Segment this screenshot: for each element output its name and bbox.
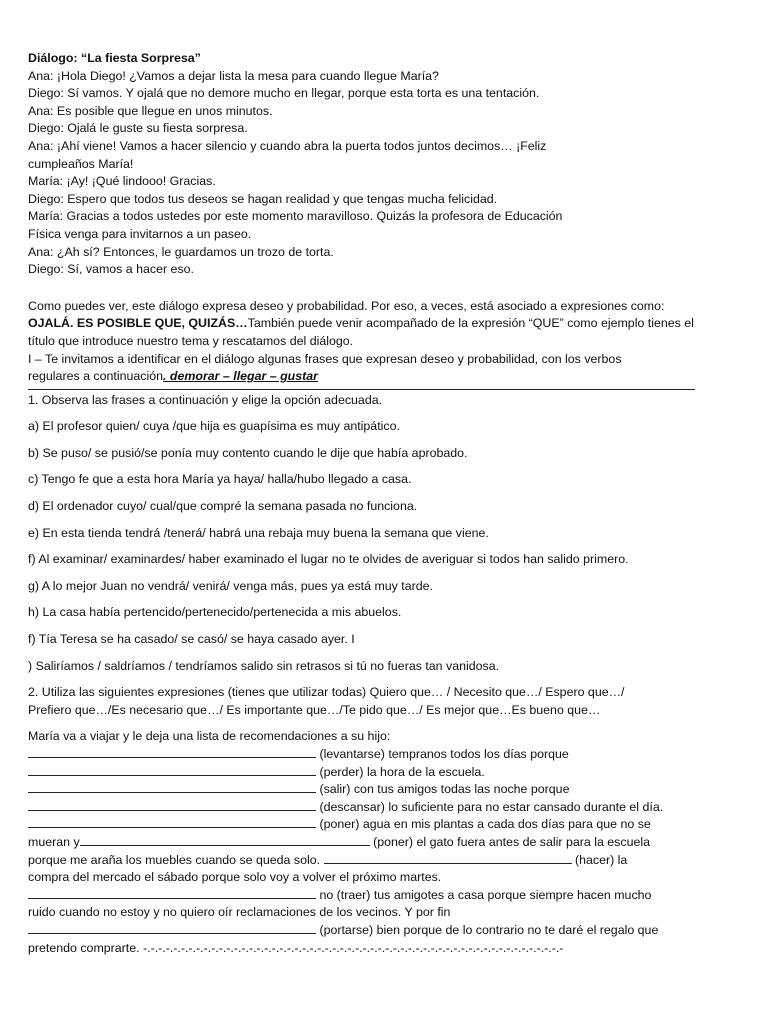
section-divider	[28, 389, 695, 390]
exercise-item: f) Tía Teresa se ha casado/ se casó/ se haya casado ayer. I	[28, 632, 355, 647]
explanation-section	[28, 298, 700, 386]
answer-blank[interactable]	[80, 834, 370, 846]
instruction-text: regulares a continuación	[28, 369, 164, 384]
recommendation-line	[28, 799, 700, 817]
exercise-item: h) La casa había pertencido/pertenecido/pertenecida a mis abuelos.	[28, 605, 402, 620]
exercise-2-heading: 2. Utiliza las siguientes expresiones (tienes que utilizar todas) Quiero que… / Necesito que…/ Espero que…/	[28, 685, 625, 700]
explanation-line	[28, 315, 700, 333]
dialogue-title: Diálogo: “La fiesta Sorpresa”	[28, 51, 201, 65]
recommendation-line	[28, 746, 700, 764]
dialogue-line: Ana: ¿Ah sí? Entonces, le guardamos un trozo de torta.	[28, 244, 334, 259]
expressions-bold: OJALÁ. ES POSIBLE QUE, QUIZÁS…	[28, 316, 248, 331]
recommendation-line: compra del mercado el sábado porque solo voy a volver el próximo martes.	[28, 870, 442, 885]
recommendation-line	[28, 887, 700, 905]
explanation-text: También puede venir acompañado de la expresión “QUE” como ejemplo tienes el	[247, 316, 694, 331]
recommendation-text: no (traer) tus amigotes a casa porque siempre hacen mucho	[319, 887, 652, 902]
recommendation-line	[28, 816, 700, 834]
verb-list: . demorar – llegar – gustar	[163, 369, 318, 384]
exercise-1	[28, 392, 700, 676]
dialogue-line: Ana: ¡Hola Diego! ¿Vamos a dejar lista la mesa para cuando llegue María?	[28, 68, 439, 83]
dialogue-line: cumpleaños María!	[28, 156, 134, 171]
recommendation-line	[28, 852, 700, 870]
dialogue-line: María: Gracias a todos ustedes por este momento maravilloso. Quizás la profesora de Educación	[28, 209, 563, 224]
recommendation-line: ruido cuando no estoy y no quiero oír reclamaciones de los vecinos. Y por fin	[28, 905, 451, 920]
exercise-2-expressions: Prefiero que…/Es necesario que…/ Es importante que…/Te pido que…/ Es mejor que…Es bueno que…	[28, 702, 601, 717]
exercise-1-heading: 1. Observa las frases a continuación y elige la opción adecuada.	[28, 392, 383, 407]
recommendation-text: (descansar) lo suficiente para no estar cansado durante el día.	[319, 799, 664, 814]
recommendation-line	[28, 922, 700, 940]
recommendation-line	[28, 834, 700, 852]
recommendation-text: (hacer) la	[574, 852, 628, 867]
dialogue-line: Diego: Ojalá le guste su fiesta sorpresa.	[28, 121, 248, 136]
exercise-item: b) Se puso/ se pusió/se ponía muy contento cuando le dije que había aprobado.	[28, 445, 468, 460]
recommendation-text: (levantarse) tempranos todos los días porque	[319, 747, 569, 761]
exercise-item: f) Al examinar/ examinardes/ haber examinado el lugar no te olvides de averiguar si todos han salido primero.	[28, 552, 629, 567]
dialogue-line: Ana: ¡Ahí viene! Vamos a hacer silencio y cuando abra la puerta todos juntos decimos… ¡Feliz	[28, 138, 547, 153]
exercise-item: g) A lo mejor Juan no vendrá/ venirá/ venga más, pues ya está muy tarde.	[28, 578, 433, 593]
explanation-line: Como puedes ver, este diálogo expresa deseo y probabilidad. Por eso, a veces, está asociado a expresiones como:	[28, 298, 665, 313]
exercise-item: ) Saliríamos / saldríamos / tendríamos salido sin retrasos si tú no fueras tan vanidosa.	[28, 658, 500, 673]
recommendation-line	[28, 781, 700, 799]
explanation-line: título que introduce nuestro tema y rescatamos del diálogo.	[28, 333, 354, 348]
recommendation-line	[28, 764, 700, 782]
answer-blank[interactable]	[28, 816, 316, 828]
dialogue-line: María: ¡Ay! ¡Qué lindooo! Gracias.	[28, 174, 216, 189]
instruction-line: I – Te invitamos a identificar en el diálogo algunas frases que expresan deseo y probabilidad, con los verbos	[28, 351, 622, 366]
recommendation-text: (poner) agua en mis plantas a cada dos días para que no se	[319, 817, 651, 832]
exercise-2	[28, 684, 700, 957]
dialogue-section	[28, 50, 700, 279]
dialogue-line: Ana: Es posible que llegue en unos minutos.	[28, 103, 273, 118]
dialogue-line: Diego: Sí vamos. Y ojalá que no demore mucho en llegar, porque esta torta es una tentación.	[28, 86, 540, 101]
recommendation-text: (salir) con tus amigos todas las noche porque	[319, 782, 570, 797]
exercise-item: a) El profesor quien/ cuya /que hija es guapísima es muy antipático.	[28, 419, 400, 434]
recommendation-text: (perder) la hora de la escuela.	[319, 764, 485, 779]
answer-blank[interactable]	[28, 922, 316, 934]
document-page	[28, 50, 700, 957]
dialogue-line: Física venga para invitarnos a un paseo.	[28, 226, 252, 241]
recommendation-text: (portarse) bien porque de lo contrario no te daré el regalo que	[319, 922, 659, 937]
recommendations-intro: María va a viajar y le deja una lista de recomendaciones a su hijo:	[28, 729, 391, 744]
instruction-line	[28, 368, 700, 386]
recommendation-line: pretendo comprarte. -.-.-.-.-.-.-.-.-.-.-.-.-.-.-.-.-.-.-.-.-.-.-.-.-.-.-.-.-.-.-.-.-.-.-.-.-.-.-.-.-.-.-.-.-.-.-.-.-.-.-.-.-.-.-.-	[28, 940, 564, 955]
answer-blank[interactable]	[28, 887, 316, 899]
exercise-item: e) En esta tienda tendrá /tenerá/ habrá una rebaja muy buena la semana que viene.	[28, 525, 489, 540]
recommendation-text: porque me araña los muebles cuando se queda solo.	[28, 852, 321, 867]
dialogue-line: Diego: Sí, vamos a hacer eso.	[28, 262, 194, 277]
answer-blank[interactable]	[324, 852, 572, 864]
answer-blank[interactable]	[28, 746, 316, 758]
answer-blank[interactable]	[28, 781, 316, 793]
answer-blank[interactable]	[28, 799, 316, 811]
recommendation-text: (poner) el gato fuera antes de salir para la escuela	[373, 834, 650, 849]
answer-blank[interactable]	[28, 764, 316, 776]
dialogue-line: Diego: Espero que todos tus deseos se hagan realidad y que tengas mucha felicidad.	[28, 191, 498, 206]
exercise-item: c) Tengo fe que a esta hora María ya haya/ halla/hubo llegado a casa.	[28, 472, 412, 487]
exercise-item: d) El ordenador cuyo/ cual/que compré la semana pasada no funciona.	[28, 499, 418, 514]
recommendation-text: mueran y	[28, 834, 80, 849]
